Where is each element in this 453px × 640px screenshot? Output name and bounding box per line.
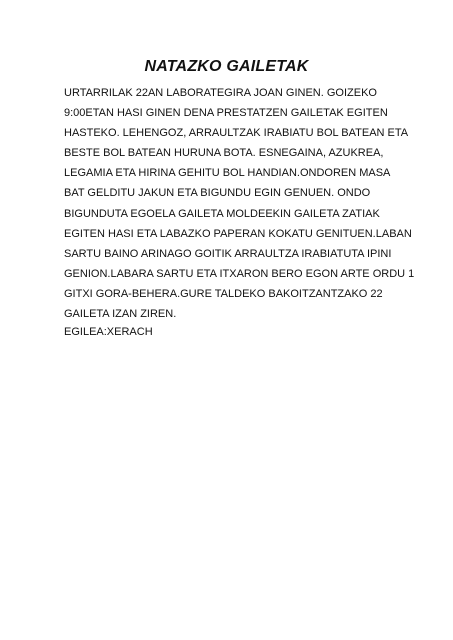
body-line: SARTU BAINO ARINAGO GOITIK ARRAULTZA IRABIATUTA IPINI xyxy=(64,247,392,260)
body-line: LEGAMIA ETA HIRINA GEHITU BOL HANDIAN.ONDOREN MASA xyxy=(64,167,391,180)
document-title: NATAZKO GAILETAK xyxy=(144,58,309,75)
body-line: GITXI GORA-BEHERA.GURE TALDEKO BAKOITZANTZAKO 22 xyxy=(64,287,383,300)
body-line: URTARRILAK 22AN LABORATEGIRA JOAN GINEN. GOIZEKO xyxy=(64,87,377,99)
body-line: BESTE BOL BATEAN HURUNA BOTA. ESNEGAINA, AZUKREA, xyxy=(64,147,384,160)
document-body xyxy=(64,83,415,324)
body-line: GENION.LABARA SARTU ETA ITXARON BERO EGON ARTE ORDU 1 xyxy=(64,267,415,280)
author-line: EGILEA:XERACH xyxy=(64,326,153,338)
body-line: HASTEKO. LEHENGOZ, ARRAULTZAK IRABIATU BOL BATEAN ETA xyxy=(64,127,409,140)
body-line: EGITEN HASI ETA LABAZKO PAPERAN KOKATU GENITUEN.LABAN xyxy=(64,227,412,240)
body-line: GAILETA IZAN ZIREN. xyxy=(64,308,177,321)
body-line: BAT GELDITU JAKUN ETA BIGUNDU EGIN GENUEN. ONDO xyxy=(64,187,371,200)
body-line: BIGUNDUTA EGOELA GAILETA MOLDEEKIN GAILETA ZATIAK xyxy=(64,207,380,220)
body-line: 9:00ETAN HASI GINEN DENA PRESTATZEN GAILETAK EGITEN xyxy=(64,107,388,120)
